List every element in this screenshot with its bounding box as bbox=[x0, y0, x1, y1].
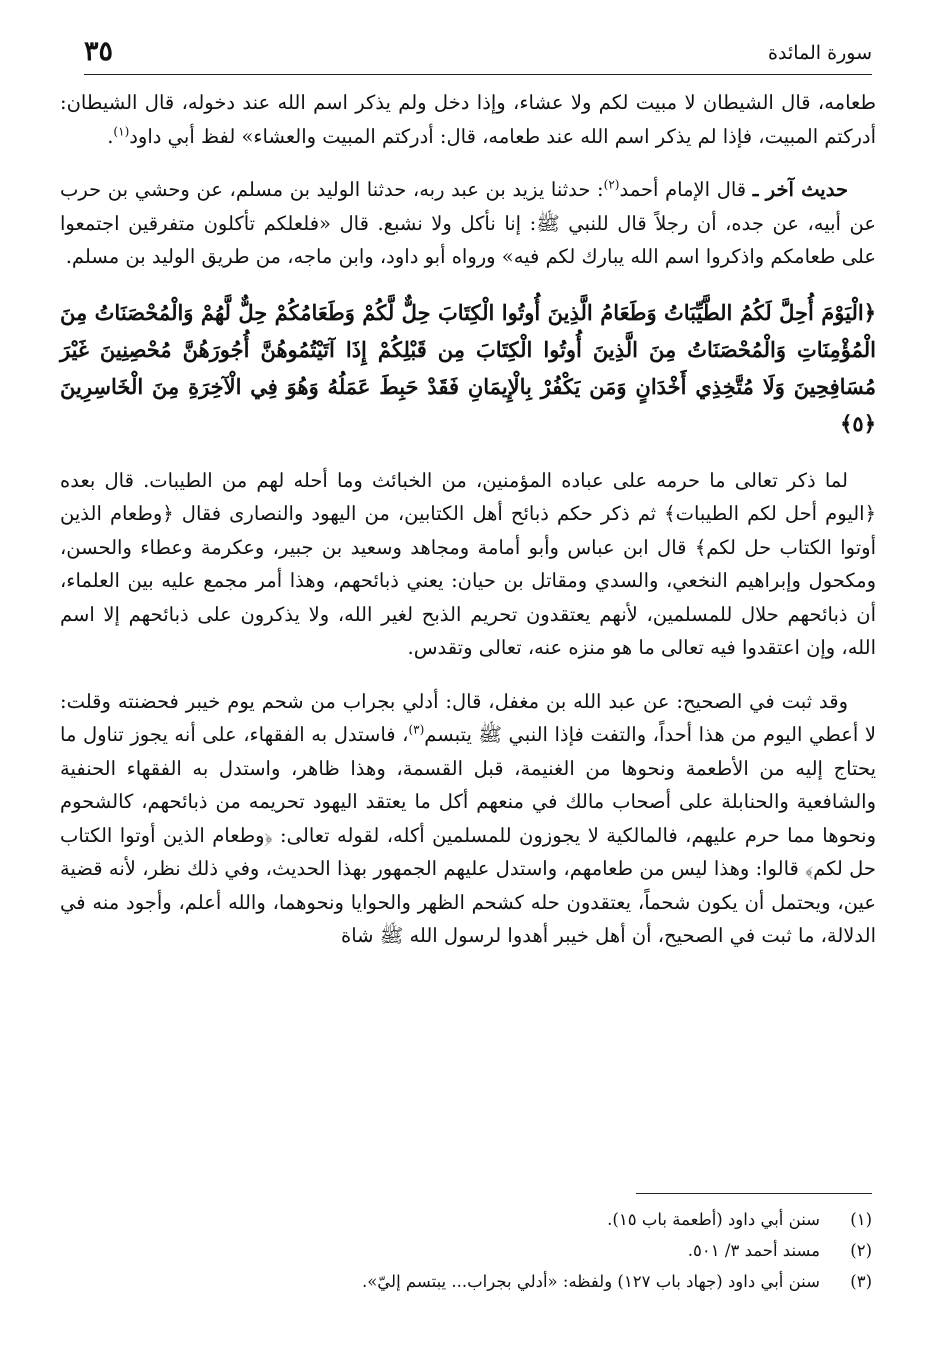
paragraph-1 bbox=[60, 86, 876, 153]
footnote-number: (١) bbox=[850, 1210, 872, 1229]
paragraph-2 bbox=[60, 173, 876, 274]
footnote-ref-2: (٢) bbox=[603, 177, 620, 192]
page-body bbox=[60, 86, 876, 973]
paragraph-1-trail: . bbox=[107, 124, 114, 148]
footnote-ref-1: (١) bbox=[113, 124, 130, 138]
hadith-heading: حديث آخر ـ bbox=[752, 178, 849, 201]
footnote-ref-3: (٣) bbox=[408, 722, 425, 737]
paragraph-2-trail: : حدثنا يزيد بن عبد ربه، حدثنا الوليد بن مسلم، عن وحشي بن حرب عن أبيه، عن جده، أن رجلاً قال للنبي ﷺ: إنا نأكل ولا نشبع. قال «فلعلكم تأكلون متفرقين اجتمعوا على طعامكم واذكروا اسم الله يبارك لكم فيه» ورواه أبو داود، وابن ماجه، من طريق الوليد بن مسلم. bbox=[60, 178, 876, 268]
footnote-item bbox=[82, 1266, 872, 1297]
page-header bbox=[84, 34, 872, 75]
footnote-item bbox=[82, 1235, 872, 1266]
footnote-text: سنن أبي داود (جهاد باب ١٢٧) ولفظه: «أدلي بجراب... يبتسم إليّ». bbox=[361, 1272, 820, 1291]
footnotes bbox=[82, 1204, 872, 1297]
footnote-number: (٣) bbox=[850, 1272, 872, 1291]
paragraph-4-part1: وقد ثبت في الصحيح: عن عبد الله بن مغفل، قال: أدلي بجراب من شحم يوم خيبر فحضنته وقلت: لا أعطي اليوم من هذا أحداً، والتفت فإذا النبي ﷺ يتبسم bbox=[60, 689, 876, 746]
quran-verse: ﴿الْيَوْمَ أُحِلَّ لَكُمُ الطَّيِّبَاتُ وَطَعَامُ الَّذِينَ أُوتُوا الْكِتَابَ حِلٌّ لَّكُمْ وَطَعَامُكُمْ حِلٌّ لَّهُمْ وَالْمُحْصَنَاتُ مِنَ الْمُؤْمِنَاتِ وَالْمُحْصَنَاتُ مِنَ الَّذِينَ أُوتُوا الْكِتَابَ مِن قَبْلِكُمْ إِذَا آتَيْتُمُوهُنَّ أُجُورَهُنَّ مُحْصِنِينَ غَيْرَ مُسَافِحِينَ وَلَا مُتَّخِذِي أَخْدَانٍ وَمَن يَكْفُرْ بِالْإِيمَانِ فَقَدْ حَبِطَ عَمَلُهُ وَهُوَ فِي الْآخِرَةِ مِنَ الْخَاسِرِينَ ﴿٥﴾ bbox=[60, 299, 876, 436]
footnote-item bbox=[82, 1204, 872, 1235]
footnote-divider bbox=[636, 1193, 872, 1194]
surah-title: سورة المائدة bbox=[768, 42, 872, 64]
paragraph-4 bbox=[60, 685, 876, 953]
paragraph-4-part2: ، فاستدل به الفقهاء، على أنه يجوز تناول ما يحتاج إليه من الأطعمة ونحوها من الغنيمة، قبل القسمة، وهذا ظاهر، واستدل به الفقهاء الحنفية والشافعية والحنابلة على أصحاب مالك في منعهم أكل ما يعتقد اليهود تحريمه من ذبائحهم، كالشحوم ونحوها مما حرم عليهم، فالمالكية لا يجوزون للمسلمين أكله، لقوله تعالى: ﴿وطعام الذين أوتوا الكتاب حل لكم﴾ قالوا: وهذا ليس من طعامهم، واستدل عليهم الجمهور بهذا الحديث، وفي ذلك نظر، لأنه قضية عين، ويحتمل أن يكون شحماً، يعتقدون حله كشحم الظهر والحوايا ونحوهما، والله أعلم، وأجود منه في الدلالة، ما ثبت في الصحيح، أن أهل خيبر أهدوا لرسول الله ﷺ شاة bbox=[60, 723, 876, 947]
paragraph-1-text: طعامه، قال الشيطان لا مبيت لكم ولا عشاء، وإذا دخل ولم يذكر اسم الله عند دخوله، قال الشيطان: أدركتم المبيت، فإذا لم يذكر اسم الله عند طعامه، قال: أدركتم المبيت والعشاء» لفظ أبي داود bbox=[60, 91, 876, 148]
footnote-text: مسند أحمد ٣/ ٥٠١. bbox=[687, 1241, 820, 1260]
footnote-text: سنن أبي داود (أطعمة باب ١٥). bbox=[607, 1210, 820, 1229]
paragraph-3: لما ذكر تعالى ما حرمه على عباده المؤمنين، من الخبائث وما أحله لهم من الطيبات. قال بعده ﴿اليوم أحل لكم الطيبات﴾ ثم ذكر حكم ذبائح أهل الكتابين، من اليهود والنصارى فقال ﴿وطعام الذين أوتوا الكتاب حل لكم﴾ قال ابن عباس وأبو أمامة ومجاهد وسعيد بن جبير، وعكرمة وعطاء والحسن، ومكحول وإبراهيم النخعي، والسدي ومقاتل بن حيان: يعني ذبائحهم، وهذا أمر مجمع عليه بين العلماء، أن ذبائحهم حلال للمسلمين، لأنهم يعتقدون تحريم الذبح لغير الله، ولا يذكرون على ذبائحهم إلا اسم الله، وإن اعتقدوا فيه تعالى ما هو منزه عنه، تعالى وتقدس. bbox=[60, 468, 876, 659]
paragraph-2-text: قال الإمام أحمد bbox=[619, 178, 753, 201]
footnote-number: (٢) bbox=[850, 1241, 872, 1260]
page-number: ٣٥ bbox=[84, 36, 114, 67]
